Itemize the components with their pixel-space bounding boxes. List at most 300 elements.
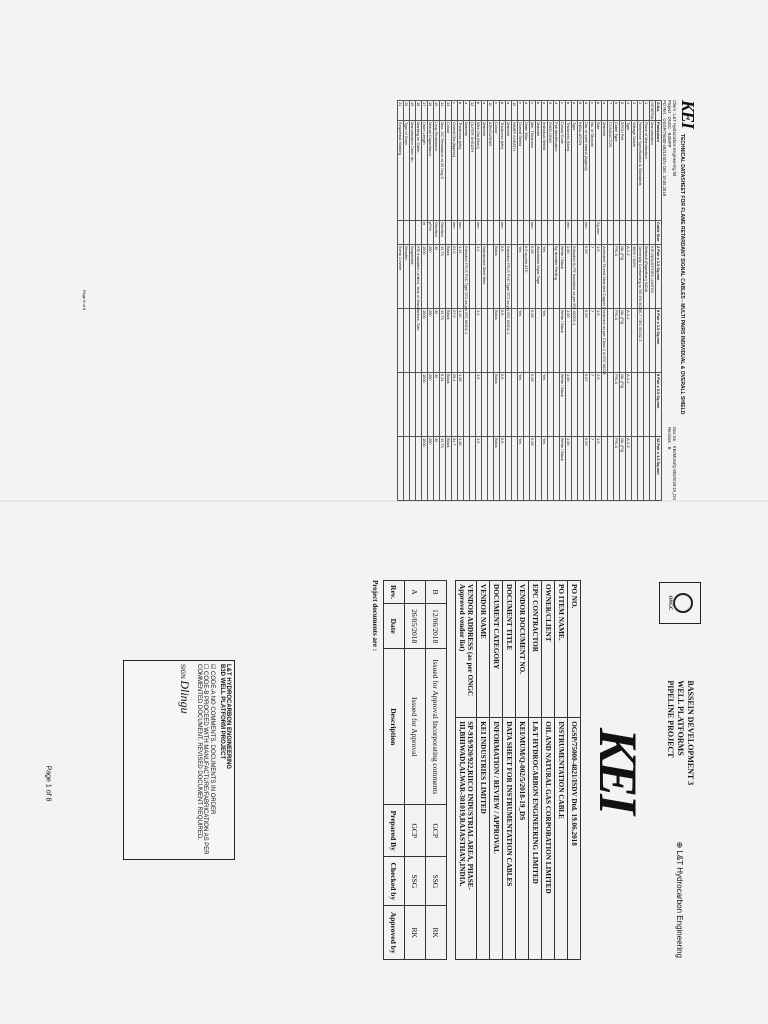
revision-cell: RK <box>405 906 426 960</box>
datasheet-row <box>584 101 590 501</box>
approval-stamp <box>123 660 235 860</box>
datasheet-row <box>644 101 650 501</box>
datasheet-cell <box>602 437 608 501</box>
datasheet-cell: Thickness (Min) <box>458 121 464 221</box>
datasheet-cell <box>410 309 416 373</box>
datasheet-cell: White / Black <box>560 437 566 501</box>
datasheet-cell <box>590 221 596 245</box>
datasheet-cell: 7 <box>608 101 614 121</box>
datasheet-row <box>524 101 530 501</box>
datasheet-cell: 1.00 <box>566 309 572 373</box>
datasheet-cell: 16 <box>428 101 434 121</box>
datasheet-cell <box>470 221 476 245</box>
datasheet-row <box>482 101 488 501</box>
datasheet-cell <box>398 437 404 501</box>
datasheet-cell: Mutual Capacitance <box>428 121 434 221</box>
datasheet-cell: 0.6 <box>500 245 506 309</box>
info-value: L&T HYDROCARBON ENGINEERING LIMITED <box>529 718 542 960</box>
datasheet-cell: Manufacturer Drum No. <box>410 121 416 221</box>
datasheet-cell: FRLS <box>614 245 620 309</box>
datasheet-cell <box>506 221 512 245</box>
datasheet-row <box>578 101 584 501</box>
datasheet-column-header: 2 Pair x 1.5 Sq.mm <box>656 245 662 309</box>
datasheet-cell: 3 <box>632 101 638 121</box>
datasheet-cell: 1.00 <box>566 373 572 437</box>
datasheet-cell: d <box>524 101 530 121</box>
datasheet-cell <box>464 373 470 437</box>
datasheet-page-number: Page 8 of 8 <box>82 289 87 311</box>
datasheet-cell: 13.70 <box>440 437 446 501</box>
datasheet-cell: 34.7 <box>452 437 458 501</box>
datasheet-cell: 0.6 <box>500 437 506 501</box>
datasheet-cell: b <box>476 101 482 121</box>
datasheet-cell: 27.0 <box>452 309 458 373</box>
datasheet-cell: 1000 <box>422 245 428 309</box>
info-value: KEI INDUSTRIES LIMITED <box>477 718 490 960</box>
datasheet-cell: e <box>518 101 524 121</box>
datasheet-cell: A-1-4 <box>626 373 632 437</box>
datasheet-cell <box>512 221 518 245</box>
revision-line: Revision : B <box>667 427 672 450</box>
datasheet-cell: 250 <box>428 309 434 373</box>
datasheet-cell <box>536 221 542 245</box>
datasheet-cell: 18 <box>416 101 422 121</box>
ongc-logo: ONGC <box>659 582 701 624</box>
info-value: OGSP/75000-4821/ISDV Dtd. 19.06.2018 <box>568 718 581 960</box>
datasheet-cell: Annealed Tinned Stranded Copper Conductor as per Class 2 of IEC 60228 <box>602 246 607 375</box>
datasheet-cell: 1000 <box>422 309 428 373</box>
datasheet-cell: 6 <box>614 101 620 121</box>
datasheet-cell: 10 <box>512 101 518 121</box>
datasheet-cell <box>512 373 518 437</box>
datasheet-cell <box>470 373 476 437</box>
datasheet-cell: Ohm/km <box>434 221 440 245</box>
datasheet-cell: mm <box>458 221 464 245</box>
revision-cell: Issued for Approval Incorporating comments <box>426 649 447 805</box>
datasheet-cell <box>506 437 512 501</box>
revision-cell: 26/05/2018 <box>405 604 426 649</box>
stamp-sign-label: SIGN <box>179 664 185 679</box>
datasheet-cell: Extruded XLPE Insulation as per IEC 60502-1 <box>572 246 577 326</box>
datasheet-cell: Yes <box>542 373 548 437</box>
datasheet-cell: Cable Type <box>614 121 620 221</box>
datasheet-cell: NIL (P1) <box>620 373 626 437</box>
datasheet-cell <box>572 437 578 501</box>
info-label: PO ITEM NAME. <box>555 581 568 718</box>
info-label: OWNER/CLIENT <box>542 581 555 718</box>
datasheet-cell <box>548 221 554 245</box>
datasheet-cell: Overall Shield <box>518 121 524 221</box>
datasheet-cell: ARMOURING <box>488 121 494 221</box>
datasheet-cell: CONDUCTOR <box>608 121 614 221</box>
datasheet-cell: By Number Printing <box>554 245 560 309</box>
datasheet-cell: BFOU Ref. <box>620 121 626 221</box>
datasheet-cell: 1.6 <box>476 373 482 437</box>
datasheet-cell: 21 <box>398 101 404 121</box>
revision-cell: SSG <box>426 857 447 906</box>
datasheet-cell: White / Black <box>560 245 566 309</box>
datasheet-cell <box>578 373 584 437</box>
datasheet-cell: A-1-2 <box>626 245 632 309</box>
datasheet-cell <box>548 437 554 501</box>
datasheet-cell: 1.5 <box>596 437 602 501</box>
datasheet-cell: 20 <box>404 101 410 121</box>
datasheet-cell <box>398 373 404 437</box>
datasheet-cell: GENERAL <box>650 102 655 121</box>
info-label: VENDOR DOCUMENT NO. <box>516 581 529 718</box>
ongc-emblem-icon <box>673 593 693 613</box>
datasheet-cell <box>482 437 488 501</box>
info-label: PO NO. <box>568 581 581 718</box>
datasheet-cell <box>554 373 560 437</box>
datasheet-cell: Wooden <box>404 245 410 309</box>
datasheet-cell: 0.05 <box>530 245 536 309</box>
datasheet-cell <box>494 221 500 245</box>
datasheet-cell: Marking on Cable <box>416 121 422 221</box>
datasheet-cell: Black <box>494 245 500 309</box>
datasheet-cell <box>512 245 518 309</box>
datasheet-row <box>452 101 458 501</box>
datasheet-cell: a <box>572 101 578 121</box>
datasheet-cell: 0.53 <box>584 245 590 309</box>
datasheet-cell: Yes <box>518 309 524 373</box>
datasheet-cell: mm <box>530 221 536 245</box>
datasheet-row <box>560 101 566 501</box>
revision-table <box>383 580 447 960</box>
datasheet-cell: 17 <box>422 101 428 121</box>
datasheet-cell: Min. Thickness <box>530 121 536 221</box>
datasheet-cell: Material <box>536 121 542 221</box>
datasheet-cell <box>554 309 560 373</box>
datasheet-cell <box>518 221 524 245</box>
datasheet-cell: c <box>560 101 566 121</box>
datasheet-cell: NIL (P1) <box>620 437 626 501</box>
datasheet-table <box>397 100 662 501</box>
datasheet-cell: Max. DC Resistance at 20 Deg C <box>440 121 446 221</box>
datasheet-cell: pF/m <box>428 221 434 245</box>
datasheet-cell <box>608 373 614 437</box>
revision-cell: RK <box>426 906 447 960</box>
datasheet-cell <box>548 309 554 373</box>
datasheet-cell <box>416 373 422 437</box>
revision-column-header: Checked by <box>384 857 405 906</box>
datasheet-cell: mm <box>584 221 590 245</box>
datasheet-header <box>678 100 698 500</box>
datasheet-cell: 0.05 <box>530 309 536 373</box>
datasheet-cell <box>638 221 644 245</box>
datasheet-row <box>566 101 572 501</box>
datasheet-cell: 0.53 <box>584 309 590 373</box>
datasheet-cell: mm <box>452 221 458 245</box>
datasheet-cell: 11 <box>488 101 494 121</box>
datasheet-cell: Type <box>572 121 578 221</box>
datasheet-cell <box>602 221 608 245</box>
datasheet-cell: a <box>542 101 548 121</box>
datasheet-cell: 0.53 <box>584 437 590 501</box>
datasheet-cell: 0.05 <box>530 373 536 437</box>
datasheet-cell <box>410 221 416 245</box>
datasheet-cell: Voltage Grade <box>632 121 638 221</box>
datasheet-cell: 1 <box>644 101 650 121</box>
revision-column-header: Approved by <box>384 906 405 960</box>
datasheet-row <box>518 101 524 501</box>
datasheet-cell: 1.00 <box>566 245 572 309</box>
datasheet-cell <box>560 221 566 245</box>
info-label: VENDOR NAME <box>477 581 490 718</box>
datasheet-cell <box>482 309 488 373</box>
datasheet-cell: 21.0 <box>452 245 458 309</box>
datasheet-cell: 30 <box>434 437 440 501</box>
datasheet-cell: Yes <box>542 437 548 501</box>
datasheet-cell: Pair identification <box>554 121 560 221</box>
datasheet-cell <box>608 437 614 501</box>
po-line: PO Ref. : OGSP/75000-4821/ISDV Dtd. 19.06.2018 <box>662 100 667 196</box>
datasheet-column-header: Particulars <box>656 121 662 221</box>
project-title: BASSEIN DEVELOPMENT 3 WELL PLATFORMS PIPELINE PROJECT <box>666 680 695 786</box>
datasheet-cell <box>632 437 638 501</box>
datasheet-cell: 0.67 <box>584 373 590 437</box>
datasheet-cell <box>482 373 488 437</box>
datasheet-cell <box>410 373 416 437</box>
datasheet-cell: 1.4 <box>476 309 482 373</box>
datasheet-cell: Yes <box>518 373 524 437</box>
datasheet-row <box>536 101 542 501</box>
datasheet-cell <box>644 221 650 245</box>
datasheet-cell <box>554 221 560 245</box>
datasheet-row <box>470 101 476 501</box>
datasheet-cell: Black <box>494 309 500 373</box>
datasheet-cell <box>488 221 494 245</box>
datasheet-cell: 1.6 <box>476 437 482 501</box>
datasheet-column-header: S.No. <box>656 101 662 121</box>
datasheet-row <box>494 101 500 501</box>
datasheet-cell <box>524 373 530 437</box>
datasheet-cell: 13 <box>446 101 452 121</box>
datasheet-row <box>446 101 452 501</box>
datasheet-row <box>416 101 422 501</box>
datasheet-cell: INNER SHEATH <box>512 121 518 221</box>
datasheet-row <box>440 101 446 501</box>
datasheet-cell <box>536 373 542 437</box>
datasheet-cell: Manufacturer <box>650 121 656 221</box>
datasheet-cell <box>404 373 410 437</box>
datasheet-cell: 1.4 <box>476 245 482 309</box>
datasheet-cell: NIL (P1) <box>620 245 626 309</box>
datasheet-cell: 19 <box>410 101 416 121</box>
datasheet-cell: 1.56 <box>458 373 464 437</box>
info-row <box>555 581 568 960</box>
datasheet-row <box>458 101 464 501</box>
datasheet-cell: SHIELDING <box>548 121 554 221</box>
datasheet-cell <box>638 437 644 501</box>
revision-cell: GCP <box>405 805 426 857</box>
datasheet-row <box>398 101 404 501</box>
datasheet-cell <box>488 245 494 309</box>
info-value: SP-919/920/922,RIICO INDUSTRIAL AREA, PHASE-III,BHIWADI,ALWAR-301019,RAJASTHAN,INDIA. <box>456 718 477 960</box>
datasheet-cell <box>404 221 410 245</box>
datasheet-cell <box>608 309 614 373</box>
info-value: KEI/MUM/Q-002/5/2018-19_DS <box>516 718 529 960</box>
datasheet-cell: d <box>554 101 560 121</box>
datasheet-page <box>80 100 698 500</box>
datasheet-cell: Aluminium Mylar Tape <box>536 245 542 309</box>
revision-column-header: Rev. <box>384 581 405 604</box>
datasheet-cell: 7 <box>590 309 596 373</box>
client-line: Client : L&T Hydrocarbon Engineering ltd <box>672 100 677 177</box>
datasheet-cell: Extruded FRLS PVC Type ST2 as per IEC 60502-1 <box>464 246 469 335</box>
revision-row <box>405 581 426 960</box>
datasheet-cell: c <box>494 101 500 121</box>
datasheet-column-header: 12 Pair x 1.5 Sq.mm <box>656 437 662 501</box>
project-line: Project : ONGC - B3WPP <box>667 100 672 148</box>
datasheet-cell <box>644 309 650 373</box>
datasheet-cell <box>512 309 518 373</box>
datasheet-cell <box>482 221 488 245</box>
datasheet-cell: b <box>458 101 464 121</box>
datasheet-cell <box>416 437 422 501</box>
datasheet-column-header: 8 Pair x 2.5 Sq.mm <box>656 373 662 437</box>
datasheet-cell: FRLS <box>614 373 620 437</box>
datasheet-cell: d <box>584 101 590 121</box>
datasheet-cell <box>470 437 476 501</box>
datasheet-cell: 2.5 <box>596 373 602 437</box>
datasheet-cell: OUTER SHEATH <box>470 121 476 221</box>
datasheet-cell: INSULATION <box>578 121 584 221</box>
datasheet-row <box>476 101 482 501</box>
datasheet-column-header: Cable Size <box>656 221 662 245</box>
datasheet-cell: Black <box>494 437 500 501</box>
datasheet-cell: c <box>590 101 596 121</box>
datasheet-cell <box>608 221 614 245</box>
datasheet-cell: Colour <box>494 121 500 221</box>
revision-header-row <box>384 581 405 960</box>
lt-logo: ⊕ L&T Hydrocarbon Engineering <box>675 841 685 958</box>
datasheet-cell <box>644 373 650 437</box>
stamp-code-a: ☑ CODE-A NO COMMENTS. DOCUMENTS IN ORDER <box>209 664 215 815</box>
datasheet-cell: 29.4 <box>452 373 458 437</box>
revision-column-header: Date <box>384 604 405 649</box>
datasheet-cell <box>572 221 578 245</box>
datasheet-cell: Every 1 metre <box>398 245 404 309</box>
datasheet-cell: 4 <box>626 101 632 121</box>
datasheet-cell: Type of Drum <box>404 121 410 221</box>
datasheet-cell <box>614 221 620 245</box>
datasheet-cell: 2 <box>638 101 644 121</box>
info-row <box>568 581 581 960</box>
datasheet-cell: White / Black <box>560 373 566 437</box>
datasheet-cell <box>620 221 626 245</box>
datasheet-cell: FRLS <box>614 309 620 373</box>
datasheet-cell: White / Black <box>560 309 566 373</box>
datasheet-cell: c <box>452 101 458 121</box>
datasheet-cell <box>536 437 542 501</box>
datasheet-row <box>548 101 554 501</box>
datasheet-cell: Colour <box>446 121 452 221</box>
datasheet-cell: 250 <box>428 373 434 437</box>
datasheet-cell <box>398 309 404 373</box>
datasheet-cell <box>578 309 584 373</box>
datasheet-row <box>632 101 638 501</box>
cover-page-number: Page 1 of 8 <box>44 765 52 802</box>
datasheet-cell: b <box>596 101 602 121</box>
datasheet-cell <box>410 437 416 501</box>
datasheet-cell: 1.24 <box>458 245 464 309</box>
info-value: OIL AND NATURAL GAS CORPORATION LIMITED <box>542 718 555 960</box>
datasheet-cell <box>470 245 476 309</box>
datasheet-cell: 1.48 <box>458 437 464 501</box>
datasheet-cell: 300V / 500V <box>632 245 638 309</box>
datasheet-cell: Yes <box>542 245 548 309</box>
datasheet-cell: 1.5 <box>596 245 602 309</box>
document-info-table <box>455 580 581 960</box>
datasheet-cell <box>548 245 554 309</box>
datasheet-cell <box>572 373 578 437</box>
datasheet-row <box>620 101 626 501</box>
revision-column-header: Prepared By <box>384 805 405 857</box>
project-documents-note: Project documents are : <box>371 580 379 652</box>
datasheet-cell <box>650 437 656 501</box>
datasheet-cell: Type <box>626 121 632 221</box>
datasheet-cell <box>578 221 584 245</box>
info-label: VENDOR ADDRESS (as per ONGC Approved vendor list) <box>456 581 477 718</box>
datasheet-cell <box>464 437 470 501</box>
info-row <box>516 581 529 960</box>
revision-row <box>426 581 447 960</box>
revision-cell: Issued for Approval <box>405 649 426 805</box>
datasheet-row <box>650 101 656 501</box>
datasheet-cell: 12 <box>470 101 476 121</box>
datasheet-cell: A-1-4 <box>626 309 632 373</box>
datasheet-cell <box>650 373 656 437</box>
cover-page <box>115 580 705 960</box>
cover-header <box>655 580 705 960</box>
datasheet-cell <box>548 373 554 437</box>
datasheet-cell: 1.5 <box>596 309 602 373</box>
datasheet-cell: mm <box>566 221 572 245</box>
datasheet-cell: Generally Conforming to BS EN 50288-7 / IEC 60332-3 <box>638 246 643 342</box>
datasheet-cell: a <box>602 101 608 121</box>
revision-cell: SSG <box>405 857 426 906</box>
datasheet-cell: Extruded FRLS PVC Type ST2 as per IEC 60502-1 <box>506 246 511 335</box>
revision-column-header: Description <box>384 649 405 805</box>
stamp-project: B3D WELL PLATFORM PROJECT <box>219 664 225 760</box>
info-value: DATA SHEET FOR INSTRUMENTATION CABLES <box>503 718 516 960</box>
datasheet-cell: KEI INDUSTRIES LIMITED <box>650 245 656 309</box>
datasheet-cell <box>632 373 638 437</box>
datasheet-cell <box>650 309 656 373</box>
datasheet-cell: 8 <box>578 101 584 121</box>
datasheet-cell: c <box>530 101 536 121</box>
datasheet-row <box>614 101 620 501</box>
datasheet-title: TECHNICAL DATASHEET FOR FLAME RETARDANT SIGNAL CABLES - MULTI PAIRS INDIVIDUAL & OVERALL SHIELD <box>679 134 685 415</box>
datasheet-cell: Reference Specification & Standards <box>638 121 644 221</box>
datasheet-cell <box>644 437 650 501</box>
datasheet-cell: Thickness (Nom) <box>566 121 572 221</box>
datasheet-cell <box>488 373 494 437</box>
datasheet-cell: 0.6 <box>500 309 506 373</box>
datasheet-cell: mm <box>500 221 506 245</box>
datasheet-cell <box>524 309 530 373</box>
datasheet-cell <box>524 221 530 245</box>
datasheet-cell <box>512 437 518 501</box>
lt-emblem-icon: ⊕ <box>675 841 685 849</box>
datasheet-cell: 0.5 sq.mm ATC <box>524 245 530 309</box>
datasheet-cell: Drum Length <box>422 121 428 221</box>
datasheet-cell <box>554 437 560 501</box>
datasheet-cell: 7 <box>590 437 596 501</box>
datasheet-row <box>590 101 596 501</box>
info-row <box>477 581 490 960</box>
